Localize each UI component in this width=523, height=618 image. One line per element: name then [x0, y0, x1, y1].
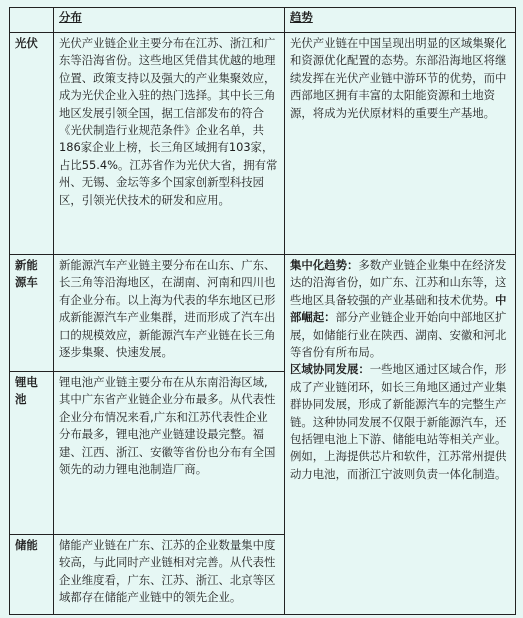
trend-paragraph-concentration: [290, 257, 510, 361]
header-distribution-label: 分布: [59, 10, 82, 24]
header-trend-label: 趋势: [290, 10, 313, 24]
distribution-cell-storage: 储能产业链在广东、江苏的企业数量集中度较高，与此同时产业链相对完善。从代表性企业维度看，广东、江苏、浙江、北京等区域都存在储能产业链中的领先企业。: [54, 535, 285, 615]
header-row: [10, 8, 516, 33]
header-distribution: [54, 8, 285, 33]
row-label-pv: 光伏: [10, 33, 54, 255]
industry-table: [9, 7, 516, 615]
table-row-pv: [10, 33, 516, 255]
page: [9, 7, 515, 611]
distribution-cell-pv: 光伏产业链企业主要分布在江苏、浙江和广东等沿海省份。这些地区凭借其优越的地理位置、政策支持以及强大的产业集聚效应，成为光伏企业入驻的热门选择。其中长三角地区发展引领全国，据工信部发布的符合《光伏制造行业规范条件》企业名单，共186家企业上榜，长三角区域拥有103家，占比55.4%。江苏省作为光伏大省，拥有常州、无锡、金坛等多个国家创新型科技园区，引领光伏技术的研发和应用。: [54, 33, 285, 255]
row-label-nev: 新能源车: [10, 255, 54, 372]
distribution-cell-battery: 锂电池产业链主要分布在从东南沿海区域,其中广东省产业链企业分布最多。从代表性企业分布情况来看,广东和江苏代表性企业分布最多，锂电池产业链建设最完整。福建、江西、浙江、安徽等省份也分布有全国领先的动力锂电池制造厂商。: [54, 372, 285, 535]
distribution-cell-nev: 新能源汽车产业链主要分布在山东、广东、长三角等沿海地区，在湖南、河南和四川也有企业分布。以上海为代表的华东地区已形成新能源汽车产业集群，进而形成了汽车出口的规模效应，新能源汽车产业链在长三角逐步集聚、快速发展。: [54, 255, 285, 372]
row-label-battery: 锂电池: [10, 372, 54, 535]
header-trend: [285, 8, 516, 33]
trend-title-central-rise: 中部崛起：: [290, 292, 507, 325]
trend-text-central-rise: 部分产业链企业开始向中部地区扩展，如储能行业在陕西、湖南、安徽和河北等省份有所布局。: [290, 310, 507, 360]
trend-cell-shared: [285, 255, 516, 615]
trend-text-coordination: 一些地区通过区域合作，形成了产业链闭环，如长三角地区通过产业集群协同发展，形成了新能源汽车的完整生产链。这种协同发展不仅限于新能源汽车，还包括锂电池上下游、储能电站等相关产业。例如，上海提供芯片和软件，江苏常州提供动力电池，而浙江宁波则负责一体化制造。: [290, 362, 507, 481]
trend-paragraph-coordination: [290, 361, 510, 483]
header-blank-cell: [10, 8, 54, 33]
trend-title-coordination: 区域协同发展：: [290, 362, 370, 377]
row-label-storage: 储能: [10, 535, 54, 615]
trend-title-concentration: 集中化趋势：: [290, 258, 359, 272]
table-row-nev: [10, 255, 516, 372]
trend-cell-pv: 光伏产业链在中国呈现出明显的区域集聚化和资源优化配置的态势。东部沿海地区将继续发挥在光伏产业链中游环节的优势，而中西部地区拥有丰富的太阳能资源和土地资源，将成为光伏原材料的重要生产基地。: [285, 33, 516, 255]
trend-text-concentration: 多数产业链企业集中在经济发达的沿海省份，如广东、江苏和山东等，这些地区具备较强的产业基础和技术优势。: [290, 258, 507, 307]
